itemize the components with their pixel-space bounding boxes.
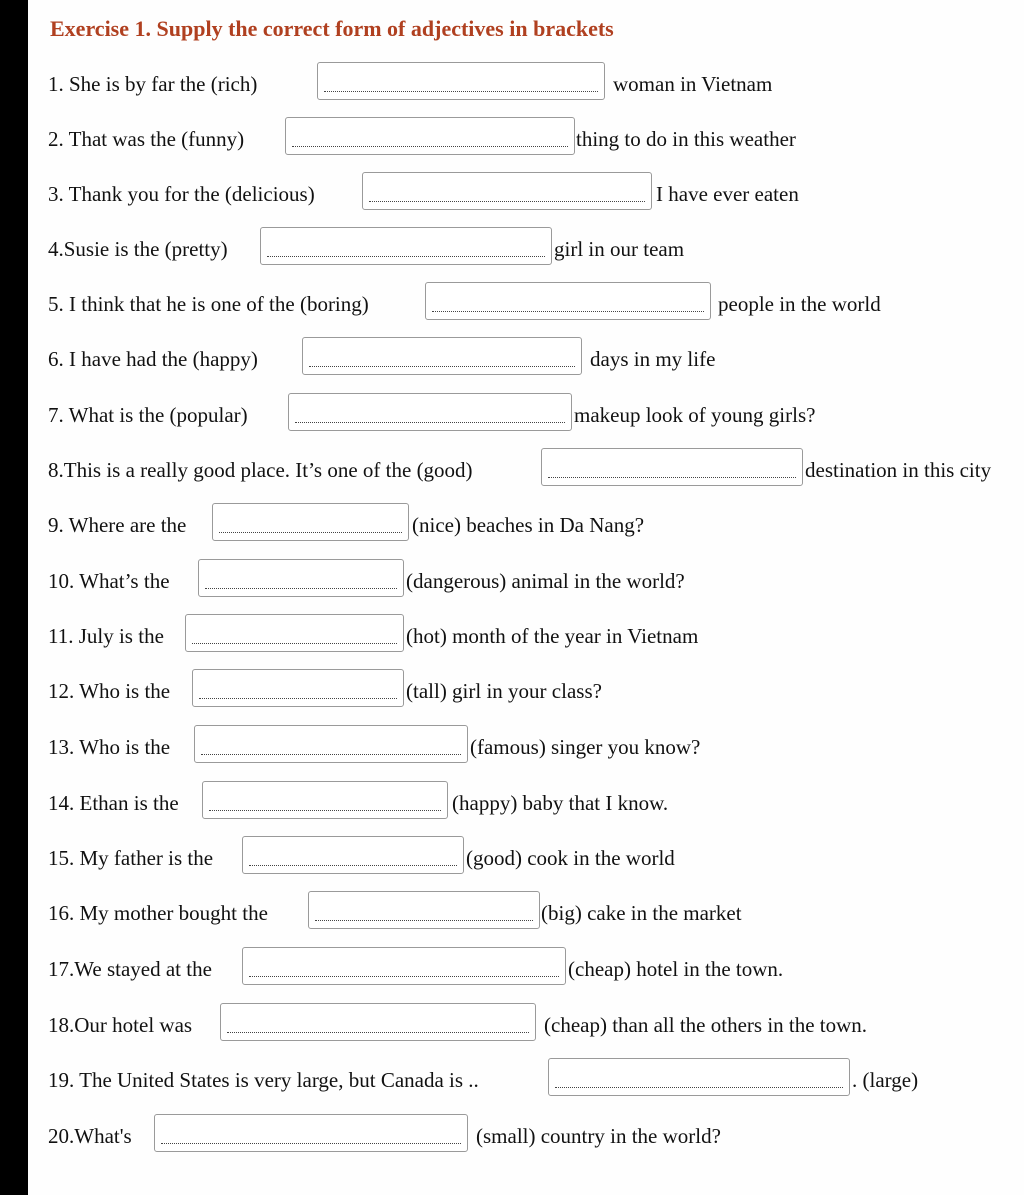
item-prompt: 7. What is the (popular): [48, 403, 248, 427]
item-prompt: 9. Where are the: [48, 513, 187, 537]
item-continuation: girl in our team: [554, 237, 685, 261]
item-prompt: 10. What’s the: [48, 569, 170, 593]
item-prompt: 17.We stayed at the: [48, 957, 212, 981]
item-prompt: 13. Who is the: [48, 735, 171, 759]
item-prompt: 12. Who is the: [48, 679, 171, 703]
item-continuation: (big) cake in the market: [541, 901, 742, 925]
item-continuation: (famous) singer you know?: [470, 735, 701, 759]
item-continuation: days in my life: [590, 347, 716, 371]
answer-box[interactable]: [212, 503, 409, 541]
item-continuation: (happy) baby that I know.: [452, 791, 669, 815]
item-prompt: 8.This is a really good place. It’s one of the (good): [48, 458, 473, 482]
answer-box[interactable]: [548, 1058, 850, 1096]
item-continuation: (cheap) than all the others in the town.: [544, 1013, 868, 1037]
item-continuation: (dangerous) animal in the world?: [406, 569, 685, 593]
item-continuation: (hot) month of the year in Vietnam: [406, 624, 699, 648]
item-prompt: 19. The United States is very large, but Canada is ..: [48, 1068, 479, 1092]
item-prompt: 2. That was the (funny): [48, 127, 245, 151]
item-continuation: thing to do in this weather: [576, 127, 796, 151]
answer-box[interactable]: [202, 781, 448, 819]
item-continuation: people in the world: [718, 292, 881, 316]
item-prompt: 4.Susie is the (pretty): [48, 237, 228, 261]
answer-box[interactable]: [192, 669, 404, 707]
answer-box[interactable]: [288, 393, 572, 431]
item-prompt: 16. My mother bought the: [48, 901, 268, 925]
answer-box[interactable]: [242, 947, 566, 985]
answer-box[interactable]: [198, 559, 404, 597]
item-prompt: 18.Our hotel was: [48, 1013, 193, 1037]
item-continuation: I have ever eaten: [656, 182, 799, 206]
exercise-title: Exercise 1. Supply the correct form of adjectives in brackets: [50, 16, 614, 41]
item-prompt: 15. My father is the: [48, 846, 214, 870]
item-prompt: 20.What's: [48, 1124, 132, 1148]
answer-box[interactable]: [242, 836, 464, 874]
answer-box[interactable]: [425, 282, 711, 320]
answer-box[interactable]: [154, 1114, 468, 1152]
answer-box[interactable]: [317, 62, 605, 100]
answer-box[interactable]: [260, 227, 552, 265]
worksheet: [28, 0, 1024, 1195]
answer-box[interactable]: [194, 725, 468, 763]
item-prompt: 11. July is the: [48, 624, 164, 648]
item-continuation: . (large): [852, 1068, 919, 1092]
answer-box[interactable]: [185, 614, 404, 652]
item-continuation: (good) cook in the world: [466, 846, 675, 870]
answer-box[interactable]: [362, 172, 652, 210]
item-continuation: woman in Vietnam: [613, 72, 773, 96]
item-prompt: 1. She is by far the (rich): [48, 72, 258, 96]
item-continuation: makeup look of young girls?: [574, 403, 816, 427]
answer-box[interactable]: [302, 337, 582, 375]
item-prompt: 3. Thank you for the (delicious): [48, 182, 315, 206]
item-prompt: 6. I have had the (happy): [48, 347, 258, 371]
item-continuation: (nice) beaches in Da Nang?: [412, 513, 645, 537]
answer-box[interactable]: [308, 891, 540, 929]
item-continuation: (tall) girl in your class?: [406, 679, 602, 703]
item-continuation: (small) country in the world?: [476, 1124, 721, 1148]
answer-box[interactable]: [285, 117, 575, 155]
answer-box[interactable]: [220, 1003, 536, 1041]
answer-box[interactable]: [541, 448, 803, 486]
item-prompt: 14. Ethan is the: [48, 791, 179, 815]
item-continuation: destination in this city: [805, 458, 992, 482]
item-prompt: 5. I think that he is one of the (boring): [48, 292, 369, 316]
item-continuation: (cheap) hotel in the town.: [568, 957, 784, 981]
